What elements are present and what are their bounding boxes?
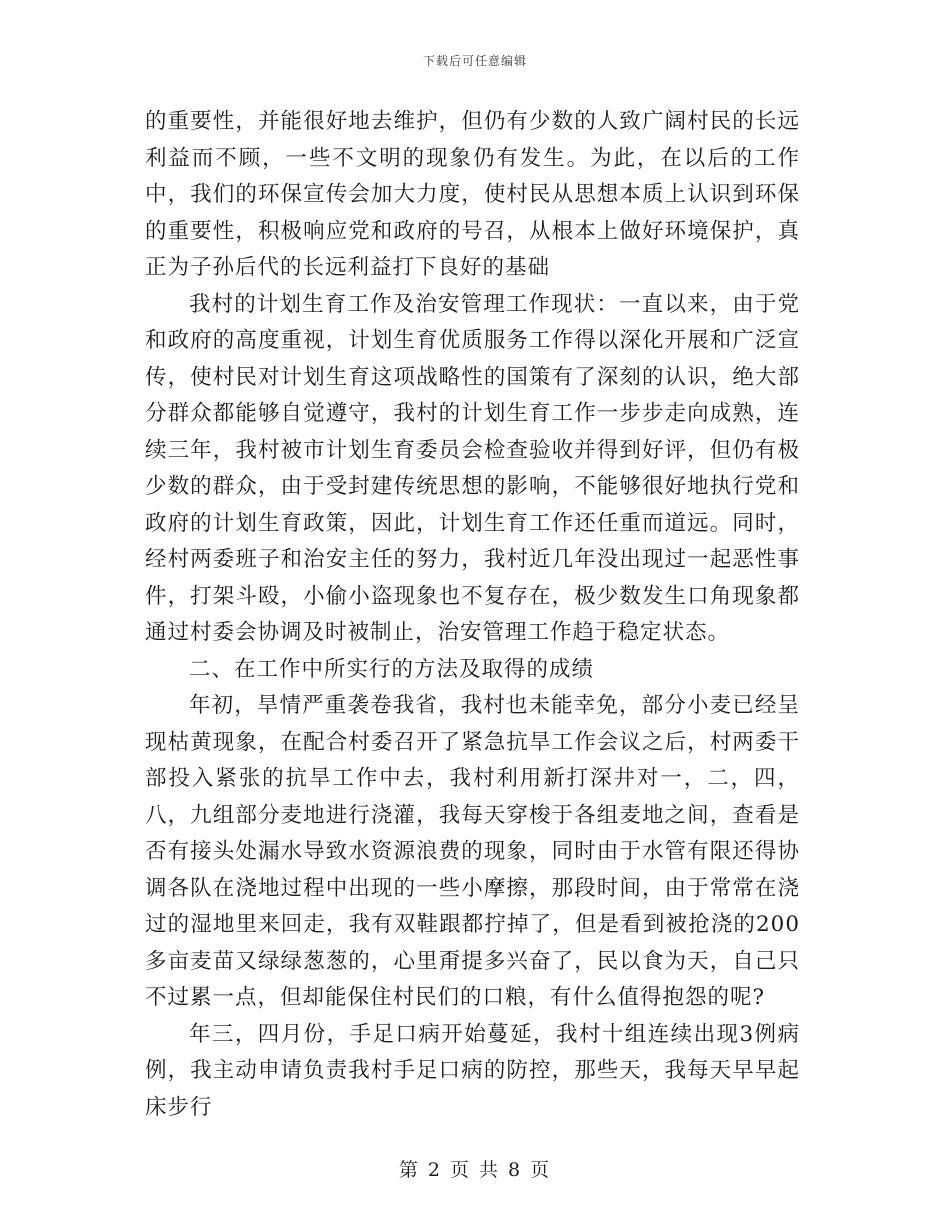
section-heading: 二、在工作中所实行的方法及取得的成绩 bbox=[189, 656, 595, 682]
page-header: 下载后可任意编辑 bbox=[422, 54, 527, 68]
paragraph: 我村的计划生育工作及治安管理工作现状：一直以来，由于党和政府的高度重视，计划生育优质服务工作得以深化开展和广泛宣传，使村民对计划生育这项战略性的国策有了深刻的认识，绝大部分群众都能够自觉遵守，我村的计划生育工作一步步走向成熟，连续三年，我村被市计划生育委员会检查验收并得到好评，但仍有极少数的群众，由于受封建传统思想的影响，不能够很好地执行党和政府的计划生育政策，因此，计划生育工作还任重而道远。同时，经村两委班子和治安主任的努力，我村近几年没出现过一起恶性事件，打架斗殴，小偷小盗现象也不复存在，极少数发生口角现象都通过村委会协调及时被制止，治安管理工作趋于稳定状态。 bbox=[145, 291, 800, 645]
page-number: 第 2 页 共 8 页 bbox=[398, 1159, 552, 1181]
paragraph: 年三，四月份，手足口病开始蔓延，我村十组连续出现3例病例，我主动申请负责我村手足口病的防控，那些天，我每天早早起床步行 bbox=[145, 1021, 800, 1120]
paragraph: 年初，旱情严重袭卷我省，我村也未能幸免，部分小麦已经呈现枯黄现象，在配合村委召开了紧急抗旱工作会议之后，村两委干部投入紧张的抗旱工作中去，我村利用新打深井对一，二，四，八，九组部分麦地进行浇灌，我每天穿梭于各组麦地之间，查看是否有接头处漏水导致水资源浪费的现象，同时由于水管有限还得协调各队在浇地过程中出现的一些小摩擦，那段时间，由于常常在浇过的湿地里来回走，我有双鞋跟都拧掉了，但是看到被抢浇的200多亩麦苗又绿绿葱葱的，心里甭提多兴奋了，民以食为天，自己只不过累一点，但却能保住村民们的口粮，有什么值得抱怨的呢? bbox=[145, 693, 800, 1010]
paragraph: 的重要性，并能很好地去维护，但仍有少数的人致广阔村民的长远利益而不顾，一些不文明的现象仍有发生。为此，在以后的工作中，我们的环保宣传会加大力度，使村民从思想本质上认识到环保的重要性，积极响应党和政府的号召，从根本上做好环境保护，真正为子孙后代的长远利益打下良好的基础 bbox=[145, 109, 800, 280]
document-body bbox=[145, 104, 800, 1126]
